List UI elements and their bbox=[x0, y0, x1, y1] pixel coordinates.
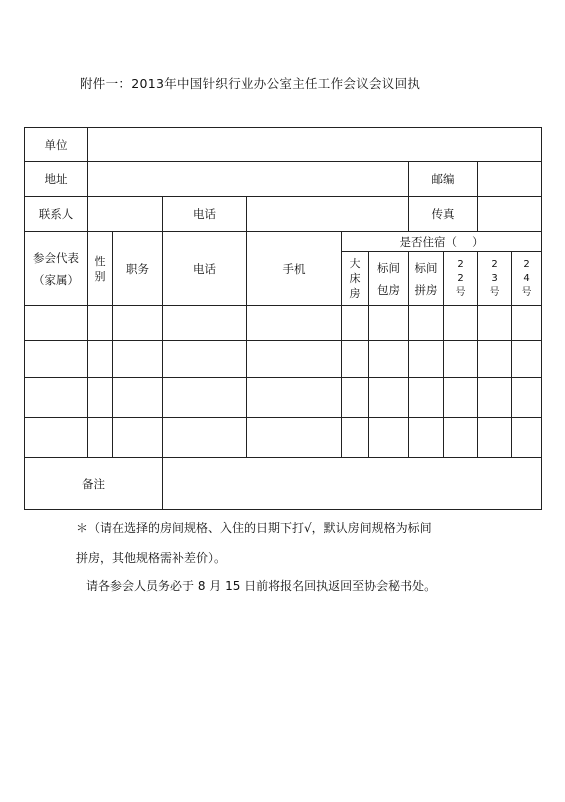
table-cell[interactable] bbox=[25, 418, 88, 458]
table-cell[interactable] bbox=[247, 418, 342, 458]
table-cell[interactable] bbox=[342, 418, 369, 458]
note-line-1: ＊（请在选择的房间规格、入住的日期下打√，默认房间规格为标间 bbox=[76, 521, 432, 535]
table-cell[interactable] bbox=[512, 341, 542, 378]
table-cell[interactable] bbox=[512, 378, 542, 418]
table-cell[interactable] bbox=[512, 306, 542, 341]
remark-label: 备注 bbox=[25, 458, 163, 510]
table-cell[interactable] bbox=[444, 306, 478, 341]
table-cell[interactable] bbox=[478, 341, 512, 378]
registration-form-table bbox=[24, 127, 542, 510]
position-header: 职务 bbox=[113, 232, 163, 306]
table-cell[interactable] bbox=[25, 378, 88, 418]
note-line-3: 请各参会人员务必于 8 月 15 日前将报名回执返回至协会秘书处。 bbox=[86, 579, 437, 593]
table-cell[interactable] bbox=[444, 418, 478, 458]
table-cell[interactable] bbox=[444, 341, 478, 378]
table-cell[interactable] bbox=[163, 341, 247, 378]
table-cell[interactable] bbox=[342, 378, 369, 418]
table-row bbox=[25, 306, 542, 341]
table-cell[interactable] bbox=[163, 306, 247, 341]
address-field[interactable] bbox=[88, 162, 409, 197]
table-cell[interactable] bbox=[478, 378, 512, 418]
table-cell[interactable] bbox=[342, 306, 369, 341]
fax-label: 传真 bbox=[409, 197, 478, 232]
phone-label: 电话 bbox=[163, 197, 247, 232]
table-cell[interactable] bbox=[247, 378, 342, 418]
table-cell[interactable] bbox=[25, 306, 88, 341]
delegate-header-line1: 参会代表 bbox=[33, 250, 79, 265]
table-cell[interactable] bbox=[113, 306, 163, 341]
table-cell[interactable] bbox=[163, 418, 247, 458]
table-row bbox=[25, 378, 542, 418]
table-row bbox=[25, 341, 542, 378]
table-cell[interactable] bbox=[88, 341, 113, 378]
table-cell[interactable] bbox=[409, 341, 444, 378]
fax-field[interactable] bbox=[478, 197, 542, 232]
table-cell[interactable] bbox=[409, 306, 444, 341]
table-cell[interactable] bbox=[113, 378, 163, 418]
table-cell[interactable] bbox=[369, 378, 409, 418]
phone-field[interactable] bbox=[247, 197, 409, 232]
table-cell[interactable] bbox=[369, 418, 409, 458]
page-title: 附件一：2013年中国针织行业办公室主任工作会议会议回执 bbox=[80, 76, 421, 91]
table-cell[interactable] bbox=[247, 341, 342, 378]
table-cell[interactable] bbox=[369, 341, 409, 378]
table-cell[interactable] bbox=[512, 418, 542, 458]
unit-field[interactable] bbox=[88, 128, 542, 162]
address-label: 地址 bbox=[25, 162, 88, 197]
day-23-header: 23号 bbox=[478, 252, 512, 306]
table-cell[interactable] bbox=[88, 378, 113, 418]
postcode-field[interactable] bbox=[478, 162, 542, 197]
room-standard-header: 标间 包房 bbox=[369, 252, 409, 306]
table-cell[interactable] bbox=[444, 378, 478, 418]
unit-label: 单位 bbox=[25, 128, 88, 162]
table-cell[interactable] bbox=[247, 306, 342, 341]
contact-field[interactable] bbox=[88, 197, 163, 232]
remark-field[interactable] bbox=[163, 458, 542, 510]
table-cell[interactable] bbox=[409, 418, 444, 458]
table-cell[interactable] bbox=[88, 306, 113, 341]
table-cell[interactable] bbox=[113, 341, 163, 378]
note-line-2: 拼房，其他规格需补差价）。 bbox=[76, 551, 227, 565]
phone-header: 电话 bbox=[163, 232, 247, 306]
table-cell[interactable] bbox=[369, 306, 409, 341]
table-cell[interactable] bbox=[163, 378, 247, 418]
table-cell[interactable] bbox=[88, 418, 113, 458]
lodging-header: 是否住宿（ ） bbox=[342, 232, 542, 252]
table-cell[interactable] bbox=[478, 418, 512, 458]
room-share-header: 标间 拼房 bbox=[409, 252, 444, 306]
table-cell[interactable] bbox=[25, 341, 88, 378]
table-cell[interactable] bbox=[478, 306, 512, 341]
table-cell[interactable] bbox=[409, 378, 444, 418]
day-24-header: 24号 bbox=[512, 252, 542, 306]
room-big-bed-header: 大床房 bbox=[342, 252, 369, 306]
table-cell[interactable] bbox=[113, 418, 163, 458]
postcode-label: 邮编 bbox=[409, 162, 478, 197]
contact-label: 联系人 bbox=[25, 197, 88, 232]
mobile-header: 手机 bbox=[247, 232, 342, 306]
day-22-header: 22号 bbox=[444, 252, 478, 306]
delegate-header bbox=[25, 232, 88, 306]
table-row bbox=[25, 418, 542, 458]
delegate-header-line2: （家属） bbox=[33, 272, 79, 287]
gender-header: 性别 bbox=[88, 232, 113, 306]
table-cell[interactable] bbox=[342, 341, 369, 378]
